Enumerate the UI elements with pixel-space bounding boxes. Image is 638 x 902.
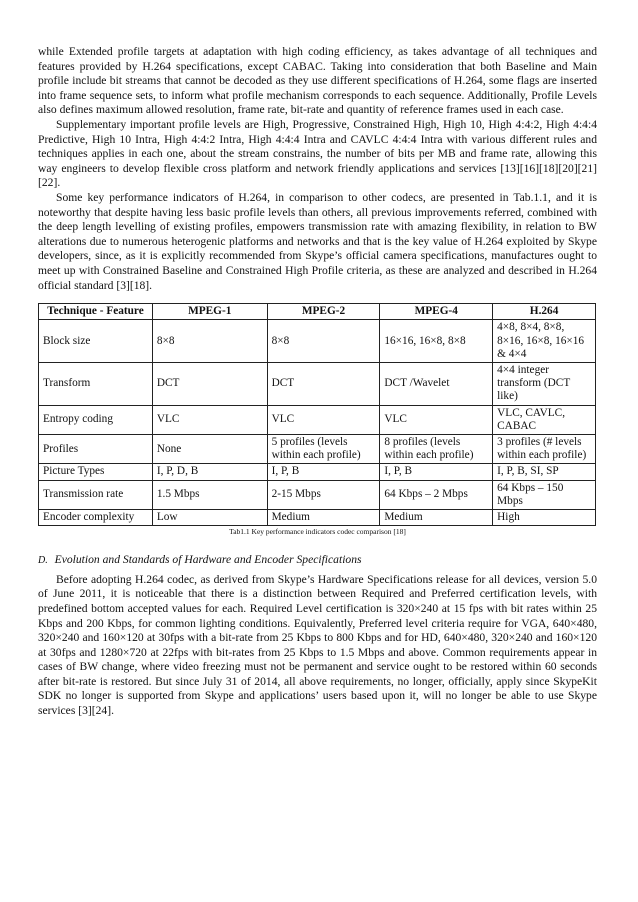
table-cell: 8 profiles (levels within each profile): [380, 434, 493, 463]
table-row: [39, 320, 596, 363]
table-cell: Entropy coding: [39, 405, 153, 434]
section-title: Evolution and Standards of Hardware and Encoder Specifications: [54, 553, 362, 567]
table-cell: High: [493, 509, 596, 525]
table-cell: 5 profiles (levels within each profile): [267, 434, 380, 463]
table-cell: Profiles: [39, 434, 153, 463]
header-mpeg2: MPEG-2: [267, 304, 380, 320]
table-cell: Encoder complexity: [39, 509, 153, 525]
table-cell: VLC, CAVLC, CABAC: [493, 405, 596, 434]
table-cell: VLC: [267, 405, 380, 434]
table-row: [39, 434, 596, 463]
table-cell: 64 Kbps – 150 Mbps: [493, 480, 596, 509]
table-cell: Transform: [39, 362, 153, 405]
table-cell: I, P, B: [380, 464, 493, 480]
table-cell: 64 Kbps – 2 Mbps: [380, 480, 493, 509]
table-cell: 2-15 Mbps: [267, 480, 380, 509]
table-cell: VLC: [152, 405, 267, 434]
table-cell: 3 profiles (# levels within each profile): [493, 434, 596, 463]
table-cell: Block size: [39, 320, 153, 363]
table-cell: 8×8: [267, 320, 380, 363]
header-mpeg1: MPEG-1: [152, 304, 267, 320]
section-heading: [38, 553, 597, 569]
codec-comparison-table: [38, 303, 596, 526]
table-cell: Transmission rate: [39, 480, 153, 509]
table-cell: I, P, D, B: [152, 464, 267, 480]
table-cell: DCT: [267, 362, 380, 405]
header-mpeg4: MPEG-4: [380, 304, 493, 320]
table-row: [39, 405, 596, 434]
table-header-row: [39, 304, 596, 320]
section-letter: D.: [38, 555, 48, 567]
table-cell: Medium: [380, 509, 493, 525]
table-cell: None: [152, 434, 267, 463]
table-cell: 1.5 Mbps: [152, 480, 267, 509]
table-cell: 4×8, 8×4, 8×8, 8×16, 16×8, 16×16 & 4×4: [493, 320, 596, 363]
table-cell: DCT /Wavelet: [380, 362, 493, 405]
table-cell: I, P, B, SI, SP: [493, 464, 596, 480]
table-cell: 4×4 integer transform (DCT like): [493, 362, 596, 405]
table-cell: Low: [152, 509, 267, 525]
paragraph-4: Before adopting H.264 codec, as derived from Skype’s Hardware Specifications release for all devices, version 5.0 of June 2011, it is noticeable that there is a distinction between Required and Preferred certification levels, with predefined bottom accepted values for each. Required Level certification is 320×240 at 15 fps with bit rates within 25 Kbps and 200 Kbps, for common lighting conditions. Equivalently, Preferred level criteria require for VGA, 640×480, 320×240 and 160×120 at 30fps with a bit-rate from 25 Kbps to 800 Kbps and for HD, 640×480, 320×240 and 160×120 at 30fps and 1280×720 at 22fps with bit-rates from 25 Kbps to 1.5 Mbps and above. Common requirements appear in cases of BW change, where video freezing must not be permanent and service ought to be restored within 60 seconds after bit-rate is restored. But since July 31 of 2014, all above requirements, no longer, officially, apply since SkypeKit SDK no longer is supported from Skype and applications’ users based upon it, will no longer be able to use Skype services [3][24].: [38, 572, 597, 718]
table-cell: Medium: [267, 509, 380, 525]
table-cell: 16×16, 16×8, 8×8: [380, 320, 493, 363]
table-row: [39, 480, 596, 509]
table-row: [39, 509, 596, 525]
header-h264: H.264: [493, 304, 596, 320]
paragraph-3: Some key performance indicators of H.264, in comparison to other codecs, are presented in Tab.1.1, and it is noteworthy that despite having less basic profile levels than others, all previous improvements referred, combined with the deep length levelling of existing profiles, empowers transmission rate with amazing flexibility, in relation to BW alterations due to numerous heterogenic platforms and networks and that is the key value of H.264 exploited by Skype developers, since, as it is explicitly recommended from Skype’s official camera specifications, manufactures ought to meet up with Constrained Baseline and Constrained High Profile criteria, as these are analyzed and described in H.264 official standard [3][18].: [38, 190, 597, 292]
table-cell: I, P, B: [267, 464, 380, 480]
table-cell: DCT: [152, 362, 267, 405]
header-technique-feature: Technique - Feature: [39, 304, 153, 320]
table-cell: VLC: [380, 405, 493, 434]
table-row: [39, 362, 596, 405]
paragraph-2: Supplementary important profile levels are High, Progressive, Constrained High, High 10, High 4:4:2, High 4:4:4 Predictive, High 10 Intra, High 4:4:2 Intra, High 4:4:4 Intra and CAVLC 4:4:4 Intra with various different rules and techniques applies in each one, about the stream constrains, the number of bits per MB and frame rate, allowing this way engineers to develop flexible cross platform and network friendly applications and services [13][16][18][20][21][22].: [38, 117, 597, 190]
table-cell: Picture Types: [39, 464, 153, 480]
table-cell: 8×8: [152, 320, 267, 363]
paragraph-1: while Extended profile targets at adaptation with high coding efficiency, as takes advantage of all techniques and features provided by H.264 specifications, except CABAC. Taking into consideration that both Baseline and Main profile include bit streams that cannot be decoded as they use different specifications of H.264, some flags are inserted into frame sequence sets, to inform what profile mechanism corresponds to each sequence. Additionally, Profile Levels also defines maximum allowed resolution, frame rate, bit-rate and quantity of reference frames used in each case.: [38, 45, 597, 117]
document-page: [38, 45, 597, 719]
table-caption: Tab1.1 Key performance indicators codec comparison [18]: [229, 527, 406, 537]
table-row: [39, 464, 596, 480]
